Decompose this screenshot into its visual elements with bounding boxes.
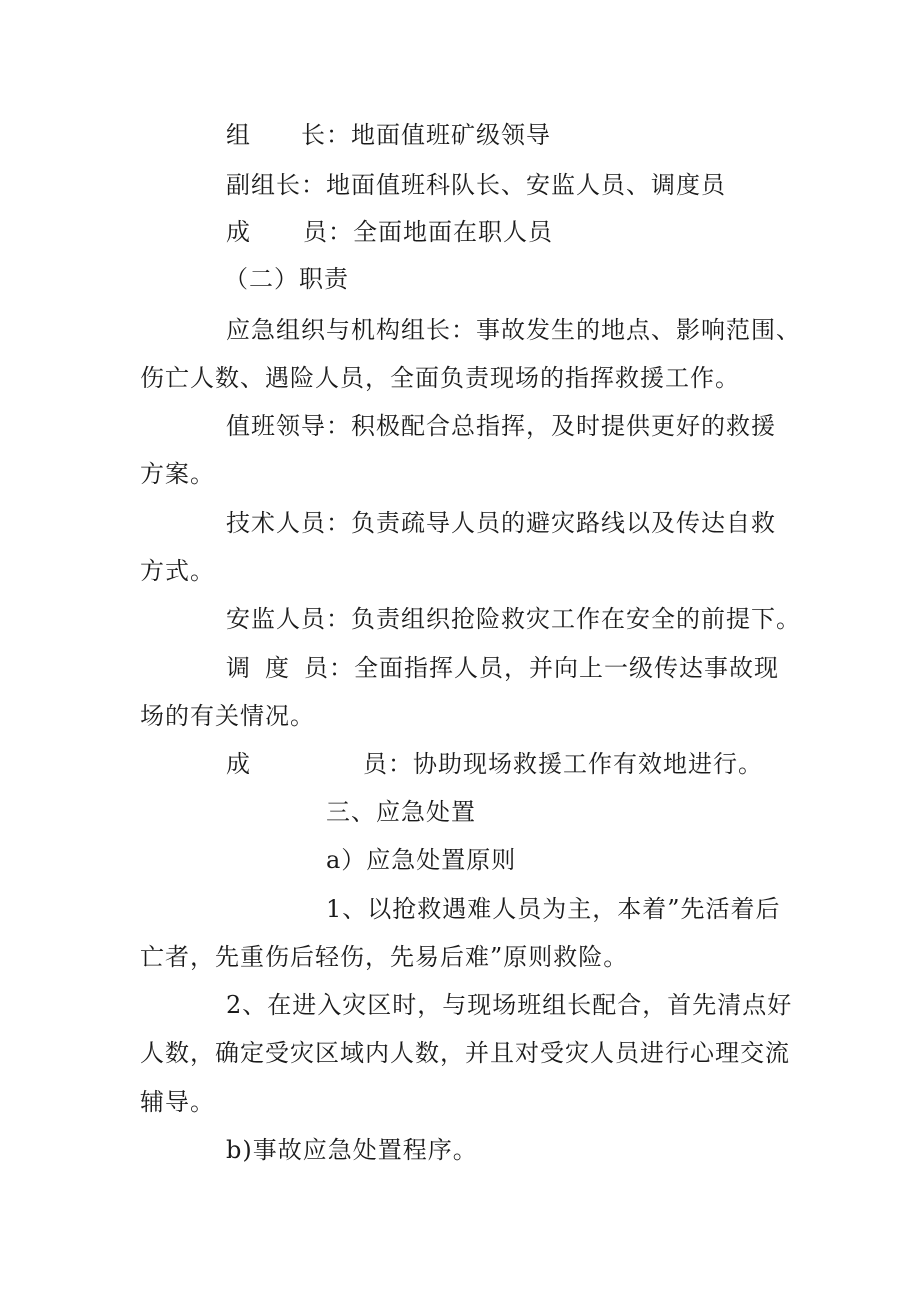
org-leader-text: 长：地面值班矿级领导 (301, 121, 551, 149)
duty-paragraph-5-line-2: 场的有关情况。 (140, 702, 315, 730)
duty-member-text: 员：协助现场救援工作有效地进行。 (363, 750, 763, 778)
duty-paragraph-2-line-1: 值班领导：积极配合总指挥，及时提供更好的救援 (226, 412, 776, 440)
duty-paragraph-2-line-2: 方案。 (140, 460, 215, 488)
duty-member-label: 成 (226, 750, 251, 778)
duty-dispatcher-char-1: 调 (226, 654, 251, 682)
section-3-subheading-a: a）应急处置原则 (326, 846, 517, 874)
duties-heading: （二）职责 (224, 265, 349, 293)
section-3-heading: 三、应急处置 (326, 798, 476, 826)
duty-paragraph-5-line-1 (226, 653, 779, 683)
org-leader-line (226, 120, 551, 150)
duty-dispatcher-text: 员：全面指挥人员，并向上一级传达事故现 (304, 654, 779, 682)
section-3-item-2-line-1: 2、在进入灾区时，与现场班组长配合，首先清点好 (226, 991, 793, 1019)
org-member-text: 员：全面地面在职人员 (303, 218, 553, 246)
section-3-subheading-b: b)事故应急处置程序。 (226, 1136, 478, 1164)
duty-paragraph-4: 安监人员：负责组织抢险救灾工作在安全的前提下。 (226, 605, 801, 633)
section-3-item-1-line-2: 亡者，先重伤后轻伤，先易后难”原则救险。 (140, 943, 629, 971)
org-leader-label: 组 (226, 121, 251, 149)
duty-paragraph-3-line-1: 技术人员：负责疏导人员的避灾路线以及传达自救 (226, 509, 776, 537)
org-deputy-line: 副组长：地面值班科队长、安监人员、调度员 (226, 171, 726, 199)
duty-paragraph-3-line-2: 方式。 (140, 557, 215, 585)
org-member-label: 成 (226, 218, 251, 246)
org-member-line (226, 217, 553, 247)
duty-dispatcher-char-2: 度 (265, 654, 290, 682)
section-3-item-2-line-2: 人数，确定受灾区域内人数，并且对受灾人员进行心理交流 (140, 1039, 790, 1067)
duty-paragraph-1-line-1: 应急组织与机构组长：事故发生的地点、影响范围、 (226, 316, 801, 344)
section-3-item-1-line-1: 1、以抢救遇难人员为主，本着”先活着后 (326, 895, 781, 923)
duty-paragraph-1-line-2: 伤亡人数、遇险人员，全面负责现场的指挥救援工作。 (140, 364, 740, 392)
section-3-item-2-line-3: 辅导。 (140, 1088, 215, 1116)
duty-paragraph-6 (226, 749, 763, 779)
